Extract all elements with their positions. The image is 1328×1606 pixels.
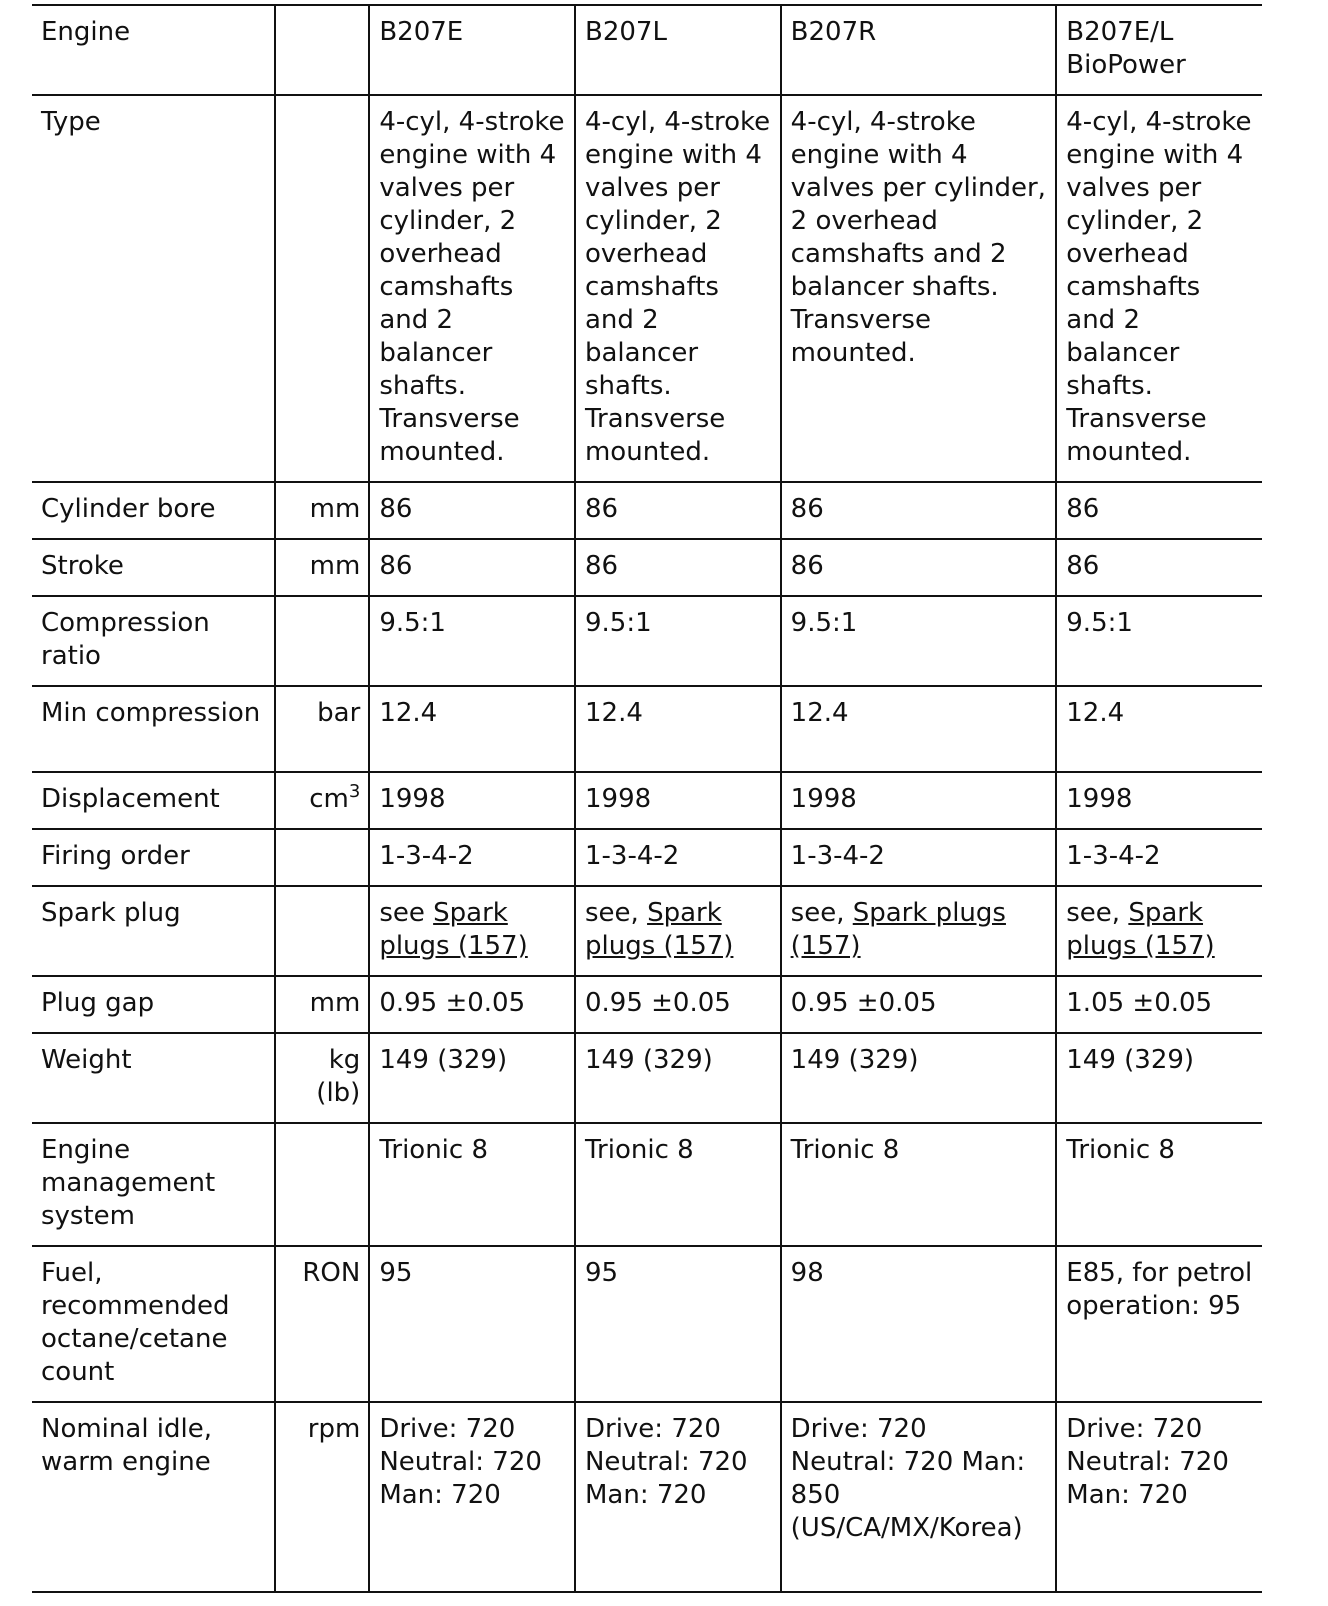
see-text: see, [790, 898, 853, 928]
cell-value: 149 (329) [575, 1033, 781, 1123]
cell-value: 86 [1056, 482, 1262, 539]
idle-drive: Drive: 720 [790, 1414, 927, 1444]
unit-text: cm [309, 784, 349, 814]
cell-value: 149 (329) [781, 1033, 1057, 1123]
model-b207e: B207E [369, 5, 575, 95]
model-b207el-biopower: B207E/L BioPower [1056, 5, 1262, 95]
cell-value: E85, for petrol operation: 95 [1056, 1246, 1262, 1402]
cell-value: 1-3-4-2 [781, 829, 1057, 886]
row-unit [275, 829, 370, 886]
fuel-row [32, 1246, 1262, 1402]
stroke-row [32, 539, 1262, 596]
cell-value: 149 (329) [1056, 1033, 1262, 1123]
row-label: Compression ratio [32, 596, 275, 686]
spark-plugs-link[interactable]: Spark plugs (157) [1066, 898, 1215, 961]
unit-superscript: 3 [348, 781, 361, 802]
type-row [32, 95, 1262, 482]
engine-management-row [32, 1123, 1262, 1246]
see-text: see [379, 898, 434, 928]
idle-drive: Drive: 720 [584, 1414, 721, 1444]
model-b207r: B207R [781, 5, 1057, 95]
firing-order-row [32, 829, 1262, 886]
cell-value: 86 [369, 482, 575, 539]
cell-value: 12.4 [1056, 686, 1262, 772]
compression-ratio-row [32, 596, 1262, 686]
row-unit: bar [275, 686, 370, 772]
idle-neutral-manual: Neutral: 720 Man: 850 (US/CA/MX/Korea) [790, 1447, 1026, 1543]
cell-value: 4-cyl, 4-stroke engine with 4 valves per cylinder, 2 overhead camshafts and 2 balancer shafts. Transverse mounted. [781, 95, 1057, 482]
cell-value: 86 [781, 539, 1057, 596]
row-unit [275, 1123, 370, 1246]
row-label: Min compression [32, 686, 275, 772]
nominal-idle-row [32, 1402, 1262, 1592]
min-compression-row [32, 686, 1262, 772]
cell-value: 1998 [1056, 772, 1262, 829]
row-unit: RON [275, 1246, 370, 1402]
cell-value: 1998 [369, 772, 575, 829]
cell-value: 1-3-4-2 [575, 829, 781, 886]
cell-value [1056, 886, 1262, 976]
cell-value: 86 [575, 539, 781, 596]
cell-value: 86 [369, 539, 575, 596]
row-unit: kg (lb) [275, 1033, 370, 1123]
cell-value [781, 1402, 1057, 1592]
row-label: Type [32, 95, 275, 482]
idle-manual: Man: 720 [1066, 1480, 1188, 1510]
cell-value: 98 [781, 1246, 1057, 1402]
cell-value: Trionic 8 [369, 1123, 575, 1246]
plug-gap-row [32, 976, 1262, 1033]
row-unit: mm [275, 976, 370, 1033]
row-unit: rpm [275, 1402, 370, 1592]
row-unit [275, 95, 370, 482]
cell-value: 86 [781, 482, 1057, 539]
spark-plug-row [32, 886, 1262, 976]
spark-plugs-link[interactable]: Spark plugs (157) [379, 898, 528, 961]
cell-value: 1998 [575, 772, 781, 829]
cell-value: 1-3-4-2 [369, 829, 575, 886]
cell-value: 9.5:1 [369, 596, 575, 686]
idle-manual: Man: 720 [379, 1480, 501, 1510]
row-label: Spark plug [32, 886, 275, 976]
cell-value: 95 [575, 1246, 781, 1402]
row-unit [275, 886, 370, 976]
model-b207l: B207L [575, 5, 781, 95]
cell-value: 0.95 ±0.05 [781, 976, 1057, 1033]
idle-neutral: Neutral: 720 [584, 1447, 748, 1477]
cell-value: 9.5:1 [1056, 596, 1262, 686]
cell-value: 4-cyl, 4-stroke engine with 4 valves per cylinder, 2 overhead camshafts and 2 balancer shafts. Transverse mounted. [575, 95, 781, 482]
cell-value: 1998 [781, 772, 1057, 829]
cell-value [1056, 1402, 1262, 1592]
header-unit [275, 5, 370, 95]
cell-value: 12.4 [781, 686, 1057, 772]
cell-value [575, 886, 781, 976]
idle-drive: Drive: 720 [379, 1414, 516, 1444]
cell-value [781, 886, 1057, 976]
row-label: Weight [32, 1033, 275, 1123]
idle-neutral: Neutral: 720 [1066, 1447, 1229, 1477]
row-label: Engine management system [32, 1123, 275, 1246]
idle-manual: Man: 720 [584, 1480, 707, 1510]
cell-value: Trionic 8 [781, 1123, 1057, 1246]
see-text: see, [584, 898, 648, 928]
cell-value: 149 (329) [369, 1033, 575, 1123]
cell-value: Trionic 8 [575, 1123, 781, 1246]
spark-plugs-link[interactable]: Spark plugs (157) [584, 898, 734, 961]
cell-value: Trionic 8 [1056, 1123, 1262, 1246]
displacement-row [32, 772, 1262, 829]
idle-drive: Drive: 720 [1066, 1414, 1203, 1444]
see-text: see, [1066, 898, 1129, 928]
cell-value: 86 [575, 482, 781, 539]
row-unit: mm [275, 539, 370, 596]
row-label: Nominal idle, warm engine [32, 1402, 275, 1592]
row-unit: mm [275, 482, 370, 539]
cell-value: 4-cyl, 4-stroke engine with 4 valves per cylinder, 2 overhead camshafts and 2 balancer shafts. Transverse mounted. [1056, 95, 1262, 482]
row-label: Stroke [32, 539, 275, 596]
engine-spec-table [32, 4, 1262, 1593]
row-label: Firing order [32, 829, 275, 886]
row-unit [275, 772, 370, 829]
cell-value: 9.5:1 [781, 596, 1057, 686]
header-label: Engine [32, 5, 275, 95]
row-label: Fuel, recommended octane/cetane count [32, 1246, 275, 1402]
spark-plugs-link[interactable]: Spark plugs (157) [790, 898, 1006, 961]
cell-value: 86 [1056, 539, 1262, 596]
cell-value [369, 1402, 575, 1592]
weight-row [32, 1033, 1262, 1123]
cell-value [369, 886, 575, 976]
row-unit [275, 596, 370, 686]
cell-value: 1.05 ±0.05 [1056, 976, 1262, 1033]
cell-value: 12.4 [369, 686, 575, 772]
row-label: Cylinder bore [32, 482, 275, 539]
cell-value [575, 1402, 781, 1592]
cell-value: 4-cyl, 4-stroke engine with 4 valves per cylinder, 2 overhead camshafts and 2 balancer shafts. Transverse mounted. [369, 95, 575, 482]
cell-value: 9.5:1 [575, 596, 781, 686]
cell-value: 95 [369, 1246, 575, 1402]
cell-value: 0.95 ±0.05 [369, 976, 575, 1033]
idle-neutral: Neutral: 720 [379, 1447, 542, 1477]
cylinder-bore-row [32, 482, 1262, 539]
cell-value: 0.95 ±0.05 [575, 976, 781, 1033]
row-label: Plug gap [32, 976, 275, 1033]
cell-value: 12.4 [575, 686, 781, 772]
header-row [32, 5, 1262, 95]
row-label: Displacement [32, 772, 275, 829]
cell-value: 1-3-4-2 [1056, 829, 1262, 886]
